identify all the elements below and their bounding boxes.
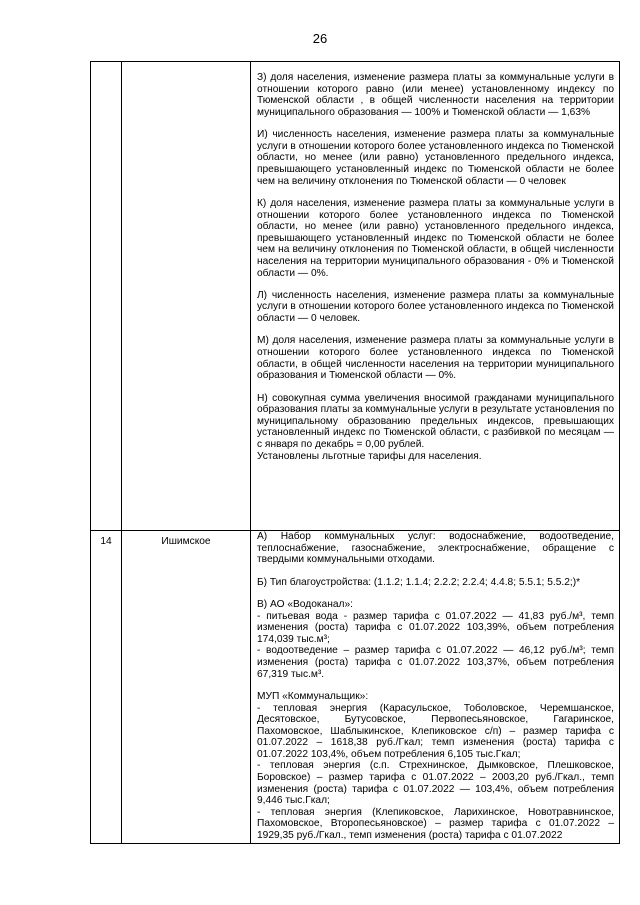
indicators-cell [251,531,620,844]
paragraph-m: М) доля населения, изменение размера платы за коммунальные услуги в отношении которого более установленного индекса по Тюменской области, в общей численности населения на территории муниципального образования и Тюменской области — 0%. [257,335,614,382]
page-number: 26 [312,31,328,46]
row-number-cell: 14 [91,531,122,844]
indicators-cell [251,62,620,531]
municipality-cell: Ишимское [122,531,251,844]
heat-energy-item-3: - тепловая энергия (Клепиковское, Ларихинское, Новотравнинское, Пахомовское, Второпесьяновское) – размер тарифа с 01.07.2022 – 1929,35 руб./Гкал., темп изменения (роста) тарифа с 01.07.2022 [257,806,614,842]
paragraph-n: Н) совокупная сумма увеличения вносимой гражданами муниципального образования платы за коммунальные услуги в результате установления по муниципальному образованию предельных индексов, превышающих установленный индекс по Тюменской области, с разбивкой по месяцам — с января по декабрь = 0,00 рублей. [257,392,614,451]
vodokanal-drinking-water: - питьевая вода - размер тарифа с 01.07.2022 — 41,83 руб./м³, темп изменения (роста) тарифа с 01.07.2022 103,39%, объем потребления 174,039 тыс.м³; [257,610,614,645]
paragraph-l: Л) численность населения, изменение размера платы за коммунальные услуги в отношении которого более установленного индекса по Тюменской области — 0 человек. [257,289,614,325]
table-row-continued [91,62,620,531]
heat-energy-item-1: - тепловая энергия (Карасульское, Тоболовское, Черемшанское, Десятовское, Бутусовское, Первопесьяновское, Гагаринское, Пахомовское, Шаблыкинское, Клепиковское с/п) – размер тарифа с 01.07.2022 – 1618,38 руб./Гкал; темп изменения (роста) тарифа с 01.07.2022 103,4%, объем потребления 6,105 тыс.Гкал; [257,702,614,760]
paragraph-z: З) доля населения, изменение размера платы за коммунальные услуги в отношении которого равно (или менее) установленному индексу по Тюменской области , в общей численности населения на территории муниципального образования — 100% и Тюменской области — 1,63% [257,72,614,118]
services-set-paragraph: А) Набор коммунальных услуг: водоснабжение, водоотведение, теплоснабжение, газоснабжение, электроснабжение, обращение с твердыми коммунальными отходами. [257,531,614,566]
municipality-cell [122,62,251,531]
tariff-table [90,61,620,844]
table-row-ishimskoe [91,531,620,844]
row-number-cell [91,62,122,531]
paragraph-k: К) доля населения, изменение размера платы за коммунальные услуги в отношении которого более установленного индекса по Тюменской области, но менее (или равно) установленного предельного индекса, превышающего установленный индекс по Тюменской области не более чем на величину отклонения по Тюменской области, в общей численности населения на территории муниципального образования - 0% и Тюменской области — 0%. [257,197,614,279]
benefit-tariffs-note: Установлены льготные тарифы для населения. [257,450,482,462]
kommunalshchik-title: МУП «Коммунальщик»: [257,690,369,702]
improvement-type-paragraph: Б) Тип благоустройства: (1.1.2; 1.1.4; 2.2.2; 2.2.4; 4.4.8; 5.5.1; 5.5.2;)* [257,576,581,588]
paragraph-i: И) численность населения, изменение размера платы за коммунальные услуги в отношении которого более установленного индекса по Тюменской области, но менее (или равно) установленного предельного индекса, превышающего установленный индекс по Тюменской области не более чем на величину отклонения по Тюменской области — 0 человек [257,129,614,187]
heat-energy-item-2: - тепловая энергия (с.п. Стрехнинское, Дымковское, Плешковское, Боровское) – размер тарифа с 01.07.2022 – 2003,20 руб./Гкал., темп изменения (роста) тарифа с 01.07.2022 — 103,4%, объем потребления 9,446 тыс.Гкал; [257,760,614,807]
vodokanal-wastewater: - водоотведение – размер тарифа с 01.07.2022 — 46,12 руб./м³; темп изменения (роста) тарифа с 01.07.2022 103,37%, объем потребления 67,319 тыс.м³. [257,645,614,680]
vodokanal-title: В) АО «Водоканал»: [257,598,353,610]
